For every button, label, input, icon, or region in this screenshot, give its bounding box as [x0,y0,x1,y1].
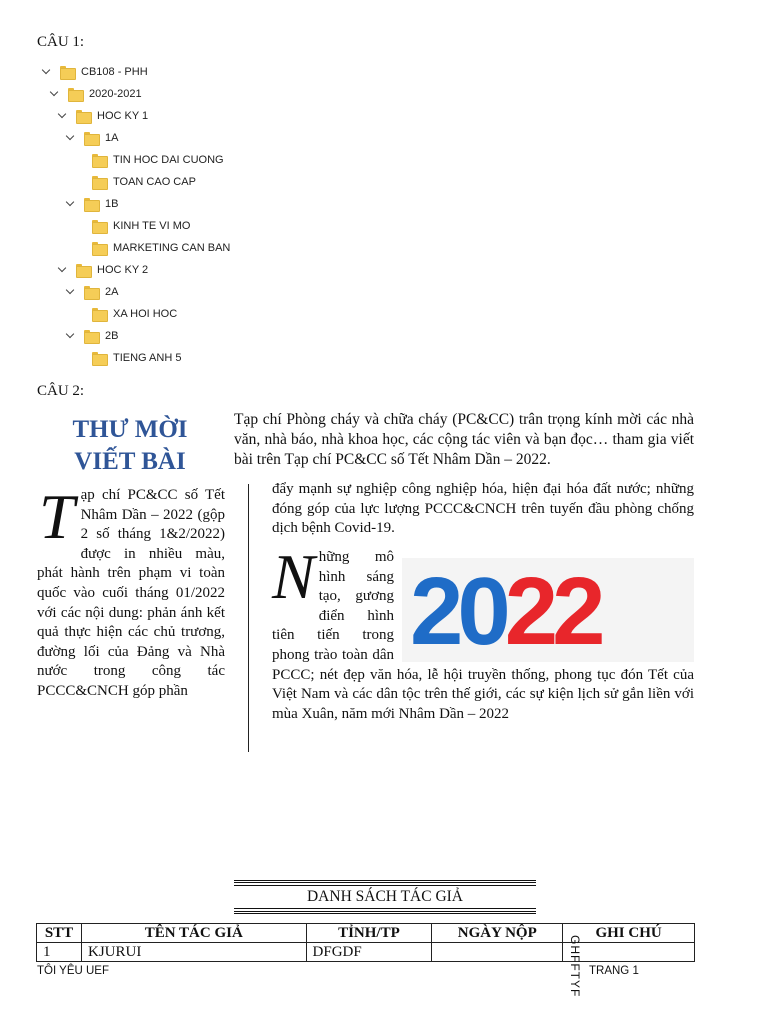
folder-icon [92,176,106,188]
folder-icon [92,308,106,320]
note-vertical-text: GHFFTYF [568,934,583,997]
tree-item[interactable] [48,84,142,104]
footer-left-text: TÔI YÊU UEF [37,965,109,977]
tree-item-label: 2B [105,330,119,342]
folder-icon [76,264,90,276]
question-2-heading: CÂU 2: [37,383,85,399]
column-divider [248,484,249,752]
tree-item-label: 1B [105,198,119,210]
folder-icon [76,110,90,122]
chevron-down-icon[interactable] [40,66,52,78]
title-line-1: THƯ MỜI [72,416,188,443]
table-header-row [37,924,695,943]
tree-item-label: XA HOI HOC [113,308,178,320]
folder-icon [92,242,106,254]
drop-cap: T [39,481,75,552]
column-2-text: hững mô hình sáng tạo, gương điển hình tiên tiến trong phong trào toàn dân PCCC; nét đẹp văn hóa, lễ hội truyền thống, phong tục đón Tết của Việt Nam và các dân tộc trên thế giới, các sự kiện lịch sử gắn liền với mùa Xuân, năm mới Nhâm Dần – 2022 [272,549,694,722]
header-stt: STT [37,924,82,943]
cell-author-name[interactable]: KJURUI [81,943,306,962]
tree-item[interactable] [64,326,118,346]
header-date: NGÀY NỘP [432,924,563,943]
page-number: TRANG 1 [589,965,639,977]
tree-item[interactable] [56,260,148,280]
folder-icon [60,66,74,78]
chevron-down-icon[interactable] [56,110,68,122]
tree-item[interactable] [56,106,148,126]
title-line-2: VIẾT BÀI [74,448,186,475]
folder-icon [92,154,106,166]
year-2022-image [402,558,694,662]
tree-item-label: HOC KY 1 [97,110,149,122]
tree-item[interactable] [72,216,190,236]
folder-icon [68,88,82,100]
image-year-text: 2022 [410,558,600,662]
tree-item-label: TIENG ANH 5 [113,352,182,364]
tree-item[interactable] [64,194,118,214]
tree-item-label: KINH TE VI MO [113,220,191,232]
cell-stt[interactable]: 1 [37,943,82,962]
chevron-down-icon[interactable] [48,88,60,100]
tree-item-label: 1A [105,132,119,144]
tree-item-label: 2A [105,286,119,298]
tree-item[interactable] [72,238,230,258]
folder-icon [92,220,106,232]
tree-item-label: HOC KY 2 [97,264,149,276]
chevron-down-icon[interactable] [64,286,76,298]
folder-icon [92,352,106,364]
tree-item[interactable] [72,348,181,368]
table-row[interactable] [37,943,695,962]
tree-item[interactable] [64,282,118,302]
chevron-down-icon[interactable] [64,330,76,342]
header-province: TỈNH/TP [306,924,432,943]
folder-icon [84,198,98,210]
article-title [50,414,210,478]
cell-province[interactable]: DFGDF [306,943,432,962]
header-note: GHI CHÚ [563,924,695,943]
chevron-down-icon[interactable] [64,198,76,210]
author-list-title: DANH SÁCH TÁC GIẢ [234,880,536,914]
tree-item[interactable] [72,172,196,192]
column-1-text: ạp chí PC&CC số Tết Nhâm Dần – 2022 (gộp 2 số tháng 1&2/2022) được in nhiều màu, phát hành trên phạm vi toàn quốc vào cuối tháng 01/2022 với các nội dung: phản ánh kết quả thực hiện các chủ trương, đường lối của Đảng và Nhà nước trong công tác PCCC&CNCH góp phần [37,487,225,699]
tree-item-label: MARKETING CAN BAN [113,242,231,254]
header-author-name: TÊN TÁC GIẢ [81,924,306,943]
chevron-down-icon[interactable] [56,264,68,276]
tree-item-label: CB108 - PHH [81,66,148,78]
year-2022-graphic [402,558,694,662]
cell-date[interactable] [432,943,563,962]
folder-icon [84,286,98,298]
article-intro: Tạp chí Phòng cháy và chữa cháy (PC&CC) trân trọng kính mời các nhà văn, nhà báo, nhà khoa học, các cộng tác viên và bạn đọc… tham gia viết bài trên Tạp chí PC&CC số Tết Nhâm Dần – 2022. [234,411,694,468]
tree-item[interactable] [72,304,177,324]
tree-item-label: 2020-2021 [89,88,142,100]
tree-item[interactable] [64,128,118,148]
chevron-down-icon[interactable] [64,132,76,144]
drop-cap: N [272,541,315,612]
tree-item-label: TIN HOC DAI CUONG [113,154,224,166]
tree-item[interactable] [72,150,224,170]
folder-icon [84,330,98,342]
question-1-heading: CÂU 1: [37,34,85,50]
tree-item-label: TOAN CAO CAP [113,176,196,188]
article-column-2-paragraph-2 [272,541,694,724]
article-column-2-paragraph-1: đẩy mạnh sự nghiệp công nghiệp hóa, hiện đại hóa đất nước; những đóng góp của lực lượng PCCC&CNCH trên tuyến đầu phòng chống dịch bệnh Covid-19. [272,481,694,537]
folder-icon [84,132,98,144]
tree-item[interactable] [40,62,148,82]
article-column-1 [37,481,225,702]
